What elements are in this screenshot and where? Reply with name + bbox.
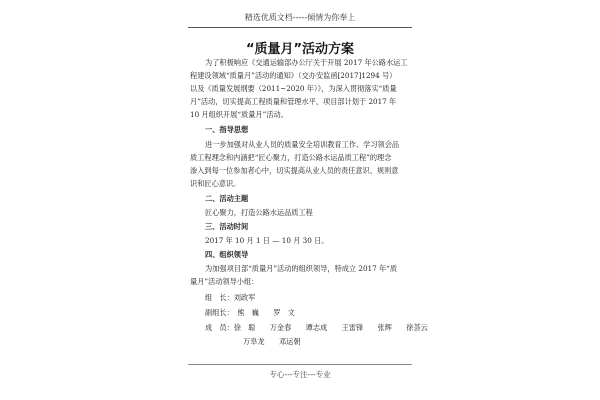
section-3-heading: 三、活动时间 [205, 222, 249, 231]
intro-line-1: 为了积极响应《交通运输部办公厅关于开展 2017 年公路水运工 [205, 58, 408, 67]
intro-line-4: 月”活动，切实提高工程质量和管理水平，项目部计划于 2017 年 [190, 97, 397, 106]
group-members-line-1: 成 员：徐 聪 万金春 谭志成 王雷锋 张辉 徐荟云 [205, 323, 428, 332]
page-header: 精选优质文档-----倾情为你奉上 [244, 13, 356, 22]
group-leader: 组 长：刘政军 [205, 293, 256, 302]
section-4-line-1: 为加强项目部“质量月”活动的组织领导，特成立 2017 年“质 [205, 264, 398, 273]
section-1-heading: 一、指导思想 [205, 125, 249, 134]
section-1-line-2: 质工程理念和内涵把“匠心聚力，打造公路水运品质工程”的理念 [190, 153, 392, 162]
group-members-line-2: 万阜龙 邓运朝 [243, 337, 301, 346]
group-deputy-leaders: 副组长： 熊 巍 罗 文 [205, 308, 295, 317]
section-1-line-3: 渗入到每一位参加者心中，切实提高从业人员的责任意识、规则意 [190, 166, 399, 175]
header-divider [188, 27, 412, 28]
section-4-heading: 四、组织领导 [205, 250, 249, 259]
section-4-line-2: 量月”活动领导小组： [190, 277, 259, 286]
section-2-heading: 二、活动主题 [205, 194, 249, 203]
section-1-line-4: 识和匠心意识。 [190, 179, 241, 188]
document-title: “质量月”活动方案 [245, 42, 355, 57]
section-2-body: 匠心聚力，打造公路水运品质工程 [205, 208, 313, 217]
intro-line-3: 以及《质量发展纲要（2011~2020 年）》，为深入贯彻落实“质量 [190, 84, 397, 93]
intro-line-5: 10 月组织开展“质量月”活动。 [190, 110, 288, 119]
page-footer: 专心---专注---专业 [269, 370, 331, 379]
section-3-body: 2017 年 10 月 1 日 — 10 月 30 日。 [205, 236, 329, 245]
intro-line-2: 程建设领域“质量月”活动的通知》（交办安监函[2017]1294 号） [190, 71, 397, 80]
section-1-line-1: 进一步加强对从业人员的质量安全培训教育工作、学习领会品 [205, 140, 400, 149]
footer-divider [188, 364, 412, 365]
